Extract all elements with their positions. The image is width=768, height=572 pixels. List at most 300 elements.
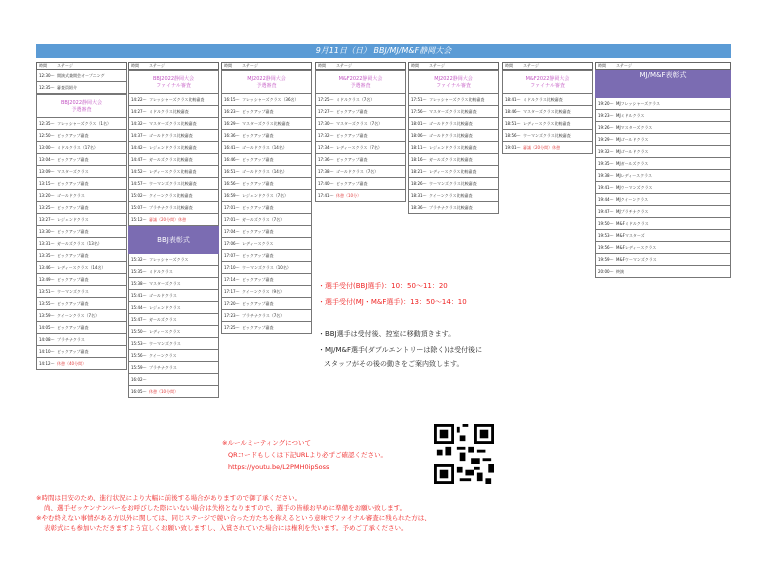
row-stage: 休憩（10分間） <box>149 389 179 394</box>
row-stage: レディースクラス <box>149 329 181 334</box>
row-stage: 審査員紹介 <box>57 85 77 90</box>
column-header <box>315 62 406 70</box>
schedule-col3 <box>221 62 312 408</box>
table-row <box>315 130 406 142</box>
row-time: 19:47～ <box>598 209 614 214</box>
row-stage: クイーンクラス <box>149 353 177 358</box>
table-row <box>128 130 219 142</box>
row-stage: 終演 <box>616 269 624 274</box>
table-row <box>595 182 731 194</box>
row-stage: ピックアップ審査 <box>242 133 274 138</box>
row-stage: プラチナクラス比較審査 <box>149 205 193 210</box>
row-stage: ピックアップ審査 <box>242 325 274 330</box>
row-time: 17:38～ <box>318 169 334 174</box>
table-row <box>502 94 593 106</box>
table-row <box>128 362 219 374</box>
table-row <box>315 106 406 118</box>
bbj-award-banner: BBJ表彰式 <box>128 226 219 254</box>
row-stage: ピックアップ審査 <box>336 109 368 114</box>
column-header <box>502 62 593 70</box>
row-stage: ガールズクラス比較審査 <box>429 157 473 162</box>
row-time: 16:46～ <box>224 157 240 162</box>
table-row <box>315 178 406 190</box>
mjmf-award-banner: MJ/M&F表彰式 <box>595 70 731 98</box>
row-stage: マスターズクラス（7名） <box>336 121 383 126</box>
table-row <box>408 190 499 202</box>
row-stage: ガールズクラス（13名） <box>57 241 102 246</box>
note-mj-1: ・MJ/M&F選手(ダブルエントリーは除く)は受付後に <box>318 346 483 354</box>
row-time: 13:04～ <box>39 157 55 162</box>
schedule-col7 <box>595 62 731 332</box>
schedule-col2 <box>128 62 219 472</box>
bottom-note-1: ※時間は目安のため、進行状況により大幅に前後する場合がありますので御了承ください。 <box>36 494 302 502</box>
table-row <box>128 214 219 226</box>
row-stage: ピックアップ審査 <box>242 181 274 186</box>
row-stage: ピックアップ審査 <box>242 229 274 234</box>
reception-mj: ・選手受付(MJ・M&F選手)：13：50～14：10 <box>318 298 467 306</box>
row-time: 17:01～ <box>224 217 240 222</box>
reception-bbj: ・選手受付(BBJ選手)：10：50～11：20 <box>318 282 448 290</box>
row-stage: レジェンドクラス <box>149 305 181 310</box>
row-stage: M&Fウーマンズクラス <box>616 257 657 262</box>
row-stage: ピックアップ審査 <box>242 157 274 162</box>
row-time: 13:55～ <box>39 301 55 306</box>
table-row <box>128 350 219 362</box>
table-row <box>502 142 593 154</box>
row-stage: MJフレッシャーズクラス <box>616 101 661 106</box>
row-stage: レディースクラス比較審査 <box>149 169 197 174</box>
row-time: 18:11～ <box>411 145 427 150</box>
row-time: 16:15～ <box>224 97 240 102</box>
row-stage: ゴールドクラス（7名） <box>336 169 379 174</box>
row-time: 15:32～ <box>131 257 147 262</box>
table-row <box>408 142 499 154</box>
table-row <box>221 214 312 226</box>
row-time: 16:51～ <box>224 169 240 174</box>
row-time: 14:10～ <box>39 349 55 354</box>
header-stage: ステージ <box>149 63 165 68</box>
bottom-note-2: 尚、選手ゼッケンナンバーをお呼びした際にいない場合は失格となりますので、選手の皆様お早めに準備をお願い致します。 <box>44 504 407 512</box>
row-time: 15:12～ <box>131 217 147 222</box>
row-stage: プラチナクラス（7名） <box>242 313 285 318</box>
row-stage: ウーマンズクラス <box>149 341 181 346</box>
row-time: 19:35～ <box>598 161 614 166</box>
row-time: 17:07～ <box>224 253 240 258</box>
table-row <box>36 154 127 166</box>
table-row <box>502 106 593 118</box>
table-row <box>315 118 406 130</box>
table-row <box>408 118 499 130</box>
table-row <box>128 178 219 190</box>
table-row <box>502 118 593 130</box>
table-row <box>221 154 312 166</box>
schedule-col6 <box>502 62 593 192</box>
row-stage: ゴールドクラス比較審査 <box>429 121 473 126</box>
row-stage: ガールズクラス比較審査 <box>149 157 193 162</box>
row-time: 18:51～ <box>505 121 521 126</box>
row-stage: ピックアップ審査 <box>242 253 274 258</box>
row-stage: ピックアップ審査 <box>57 253 89 258</box>
row-stage: MJミドルクラス <box>616 113 645 118</box>
table-row <box>595 146 731 158</box>
stage-title: MJ2022静岡大会 ファイナル審査 <box>408 70 499 94</box>
table-row <box>595 158 731 170</box>
table-row <box>221 118 312 130</box>
row-time: 15:56～ <box>131 353 147 358</box>
table-row <box>36 70 127 82</box>
table-row <box>128 106 219 118</box>
row-time: 19:32～ <box>598 149 614 154</box>
row-stage: ミドルクラス比較審査 <box>523 97 563 102</box>
row-time: 20:00～ <box>598 269 614 274</box>
table-row <box>221 250 312 262</box>
column-header <box>36 62 127 70</box>
row-stage: ピックアップ審査 <box>242 205 274 210</box>
table-row <box>595 230 731 242</box>
row-stage: ピックアップ審査 <box>242 109 274 114</box>
row-time: 16:05～ <box>131 389 147 394</box>
rule-meeting-url[interactable]: https://youtu.be/L2PMH0ipSoss <box>228 463 330 471</box>
table-row <box>221 202 312 214</box>
row-time: 13:31～ <box>39 241 55 246</box>
row-stage: ウーマンズクラス（10名） <box>242 265 291 270</box>
row-time: 18:41～ <box>505 97 521 102</box>
row-time: 14:08～ <box>39 337 55 342</box>
table-row <box>36 358 127 370</box>
column-header <box>128 62 219 70</box>
table-row <box>128 338 219 350</box>
row-stage: MJクイーンクラス <box>616 197 649 202</box>
row-stage: フレッシャーズクラス（1名） <box>57 121 111 126</box>
row-stage: レディースクラス比較審査 <box>523 121 571 126</box>
row-stage: ピックアップ審査 <box>57 301 89 306</box>
row-time: 14:42～ <box>131 145 147 150</box>
row-time: 15:38～ <box>131 281 147 286</box>
row-stage: ピックアップ審査 <box>242 301 274 306</box>
row-stage: MJゴールドクラス <box>616 149 649 154</box>
row-stage: 休憩（10分） <box>336 193 362 198</box>
row-stage: ウーマンズクラス比較審査 <box>149 181 197 186</box>
table-row <box>36 298 127 310</box>
row-time: 14:47～ <box>131 157 147 162</box>
table-row <box>315 190 406 202</box>
header-time: 時間 <box>411 63 419 68</box>
row-time: 14:32～ <box>131 121 147 126</box>
header-stage: ステージ <box>242 63 258 68</box>
bottom-note-3: ※やむ終えない事情がある方以外に関しては、同じステージで競い合った方たちを称えるという意味でファイナル審査に残られた方は、 <box>36 514 431 522</box>
row-stage: フレッシャーズクラス <box>149 257 189 262</box>
bottom-note-4: 表彰式にも参加いただきますよう宜しくお願い致しますし、入賞されていた場合には権利を失います。予めご了承ください。 <box>44 524 408 532</box>
row-stage: クイーンクラス比較審査 <box>149 193 193 198</box>
row-time: 16:36～ <box>224 133 240 138</box>
table-row <box>128 374 219 386</box>
table-row <box>595 254 731 266</box>
row-stage: MJレディースクラス <box>616 173 652 178</box>
table-row <box>221 130 312 142</box>
row-time: 13:59～ <box>39 313 55 318</box>
table-row <box>408 130 499 142</box>
qr-code-icon[interactable] <box>434 424 494 484</box>
row-stage: ピックアップ審査 <box>336 133 368 138</box>
row-time: 19:53～ <box>598 233 614 238</box>
table-row <box>128 278 219 290</box>
row-stage: ゴールドクラス <box>57 193 85 198</box>
table-row <box>128 326 219 338</box>
row-stage: マスターズクラス <box>149 281 181 286</box>
row-stage: ミドルクラス（17名） <box>57 145 98 150</box>
row-time: 14:12～ <box>39 361 55 366</box>
row-stage: MJゴールドクラス <box>616 137 649 142</box>
row-stage: ミドルクラス比較審査 <box>149 109 189 114</box>
row-time: 13:25～ <box>39 205 55 210</box>
row-stage: ピックアップ審査 <box>57 325 89 330</box>
row-time: 19:26～ <box>598 125 614 130</box>
row-stage: ゴールドクラス <box>149 293 177 298</box>
row-stage: プラチナクラス比較審査 <box>429 205 473 210</box>
table-row <box>221 310 312 322</box>
table-row <box>595 110 731 122</box>
row-stage: MJウーマンズクラス <box>616 185 653 190</box>
row-time: 13:00～ <box>39 145 55 150</box>
row-stage: マスターズクラス比較審査 <box>149 121 197 126</box>
table-row <box>408 178 499 190</box>
table-row <box>221 94 312 106</box>
row-time: 14:52～ <box>131 169 147 174</box>
row-time: 15:50～ <box>131 329 147 334</box>
row-time: 16:59～ <box>224 193 240 198</box>
row-stage: ピックアップ審査 <box>336 157 368 162</box>
row-time: 17:25～ <box>224 325 240 330</box>
row-time: 18:06～ <box>411 133 427 138</box>
row-stage: プラチナクラス <box>149 365 177 370</box>
header-time: 時間 <box>39 63 47 68</box>
row-time: 17:32～ <box>318 133 334 138</box>
rule-meeting-block <box>222 437 387 473</box>
header-time: 時間 <box>505 63 513 68</box>
row-time: 18:31～ <box>411 193 427 198</box>
row-stage: フレッシャーズクラス比較審査 <box>149 97 205 102</box>
row-time: 13:46～ <box>39 265 55 270</box>
row-time: 17:34～ <box>318 145 334 150</box>
header-stage: ステージ <box>336 63 352 68</box>
row-stage: ゴールドクラス比較審査 <box>149 133 193 138</box>
row-stage: MJガールズクラス <box>616 161 649 166</box>
row-stage: レジェンドクラス比較審査 <box>429 145 477 150</box>
row-stage: ピックアップ審査 <box>57 157 89 162</box>
table-row <box>315 142 406 154</box>
row-stage: マスターズクラス比較審査 <box>242 121 290 126</box>
stage-title: MJ2022静岡大会 予選審査 <box>221 70 312 94</box>
row-time: 17:14～ <box>224 277 240 282</box>
row-time: 17:04～ <box>224 229 240 234</box>
table-row <box>315 166 406 178</box>
row-time: 16:23～ <box>224 109 240 114</box>
row-stage: ウーマンズクラス比較審査 <box>523 133 571 138</box>
rule-meeting-desc: QRコードもしくは下記URLより必ずご確認ください。 <box>228 451 388 459</box>
row-time: 17:36～ <box>318 157 334 162</box>
table-row <box>36 238 127 250</box>
header-stage: ステージ <box>57 63 73 68</box>
table-row <box>221 226 312 238</box>
table-row <box>221 286 312 298</box>
table-row <box>595 266 731 278</box>
table-row <box>36 250 127 262</box>
row-time: 17:56～ <box>411 109 427 114</box>
notes-block <box>318 281 482 369</box>
row-time: 17:25～ <box>318 97 334 102</box>
table-row <box>221 274 312 286</box>
row-stage: プラチナクラス <box>57 337 85 342</box>
row-stage: M&Fマスターズ <box>616 233 645 238</box>
row-time: 19:01～ <box>505 145 521 150</box>
row-time: 12:35～ <box>39 85 55 90</box>
row-stage: クイーンクラス比較審査 <box>429 193 473 198</box>
table-row <box>408 166 499 178</box>
table-row <box>36 190 127 202</box>
row-stage: ウーマンズクラス比較審査 <box>429 181 477 186</box>
table-row <box>315 94 406 106</box>
row-time: 14:05～ <box>39 325 55 330</box>
row-time: 16:41～ <box>224 145 240 150</box>
note-bbj: ・BBJ選手は受付後、控室に移動頂きます。 <box>318 330 456 338</box>
row-stage: ゴールドクラス（14名） <box>242 145 287 150</box>
header-stage: ステージ <box>429 63 445 68</box>
row-stage: M&Fミドルクラス <box>616 221 649 226</box>
row-stage: レディースクラス（7名） <box>336 145 382 150</box>
table-row <box>221 142 312 154</box>
table-row <box>128 154 219 166</box>
table-row <box>315 154 406 166</box>
table-row <box>36 310 127 322</box>
row-time: 18:26～ <box>411 181 427 186</box>
row-time: 17:51～ <box>411 97 427 102</box>
table-row <box>128 94 219 106</box>
row-stage: マスターズクラス <box>57 169 89 174</box>
row-stage: MJプラチナクラス <box>616 209 649 214</box>
table-row <box>128 266 219 278</box>
table-row <box>36 202 127 214</box>
header-stage: ステージ <box>616 63 632 68</box>
row-stage: 審議（20分間）休憩 <box>149 217 187 222</box>
row-time: 12:35～ <box>39 121 55 126</box>
row-time: 16:29～ <box>224 121 240 126</box>
table-row <box>36 82 127 94</box>
row-time: 15:35～ <box>131 269 147 274</box>
table-row <box>36 322 127 334</box>
row-time: 19:20～ <box>598 101 614 106</box>
row-time: 17:27～ <box>318 109 334 114</box>
row-stage: マスターズクラス比較審査 <box>523 109 571 114</box>
row-time: 19:23～ <box>598 113 614 118</box>
row-time: 18:56～ <box>505 133 521 138</box>
row-time: 12:30～ <box>39 73 55 78</box>
bottom-notes <box>36 493 431 533</box>
row-stage: ゴールドクラス比較審査 <box>429 133 473 138</box>
table-row <box>221 262 312 274</box>
table-row <box>408 94 499 106</box>
row-stage: クイーンクラス（7名） <box>57 313 100 318</box>
stage-title: BBJ2022静岡大会 予選審査 <box>36 94 127 118</box>
row-stage: ゴールドクラス（14名） <box>242 169 287 174</box>
row-time: 13:49～ <box>39 277 55 282</box>
row-stage: クイーンクラス（9名） <box>242 289 285 294</box>
table-row <box>36 262 127 274</box>
stage-title: M&F2022静岡大会 予選審査 <box>315 70 406 94</box>
row-time: 17:10～ <box>224 265 240 270</box>
row-stage: MJマスターズクラス <box>616 125 653 130</box>
row-time: 13:35～ <box>39 253 55 258</box>
table-row <box>221 178 312 190</box>
row-time: 18:46～ <box>505 109 521 114</box>
row-time: 13:20～ <box>39 193 55 198</box>
row-time: 17:20～ <box>224 301 240 306</box>
row-time: 15:53～ <box>131 341 147 346</box>
row-time: 14:57～ <box>131 181 147 186</box>
table-row <box>36 286 127 298</box>
table-row <box>595 122 731 134</box>
header-stage: ステージ <box>523 63 539 68</box>
row-time: 12:50～ <box>39 133 55 138</box>
row-time: 15:44～ <box>131 305 147 310</box>
row-stage: 休憩（40分間） <box>57 361 87 366</box>
column-header <box>221 62 312 70</box>
table-row <box>595 170 731 182</box>
table-row <box>408 106 499 118</box>
table-row <box>36 130 127 142</box>
stage-title: BBJ2022静岡大会 ファイナル審査 <box>128 70 219 94</box>
row-stage: ピックアップ審査 <box>57 133 89 138</box>
table-row <box>128 254 219 266</box>
schedule-col5 <box>408 62 499 260</box>
table-row <box>128 166 219 178</box>
row-time: 19:59～ <box>598 257 614 262</box>
table-row <box>128 386 219 398</box>
row-time: 17:17～ <box>224 289 240 294</box>
table-row <box>595 242 731 254</box>
row-stage: レディースクラス比較審査 <box>429 169 477 174</box>
table-row <box>595 218 731 230</box>
table-row <box>221 166 312 178</box>
row-time: 13:51～ <box>39 289 55 294</box>
row-stage: レディースクラス <box>242 241 274 246</box>
row-time: 18:01～ <box>411 121 427 126</box>
table-row <box>36 118 127 130</box>
row-stage: レジェンドクラス <box>57 217 89 222</box>
table-row <box>221 298 312 310</box>
table-row <box>36 274 127 286</box>
table-row <box>36 334 127 346</box>
row-stage: レジェンドクラス（7名） <box>242 193 289 198</box>
row-time: 19:41～ <box>598 185 614 190</box>
header-time: 時間 <box>131 63 139 68</box>
row-time: 13:09～ <box>39 169 55 174</box>
row-time: 15:07～ <box>131 205 147 210</box>
row-stage: ピックアップ審査 <box>57 181 89 186</box>
row-time: 14:27～ <box>131 109 147 114</box>
table-row <box>128 290 219 302</box>
row-time: 13:15～ <box>39 181 55 186</box>
row-stage: レジェンドクラス比較審査 <box>149 145 197 150</box>
table-row <box>36 142 127 154</box>
row-stage: 審議（20分間）休憩 <box>523 145 561 150</box>
row-stage: ウーマンズクラス <box>57 289 89 294</box>
row-time: 17:30～ <box>318 121 334 126</box>
row-time: 17:41～ <box>318 193 334 198</box>
row-time: 14:22～ <box>131 97 147 102</box>
column-header <box>408 62 499 70</box>
table-row <box>36 226 127 238</box>
table-row <box>128 118 219 130</box>
